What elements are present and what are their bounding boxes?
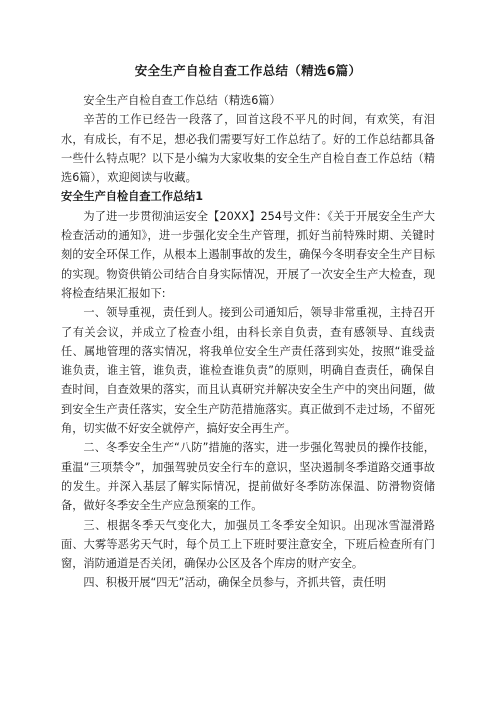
intro-paragraph: 辛苦的工作已经告一段落了，回首这段不平凡的时间，有欢笑，有泪水，有成长，有不足，想必我们需要写好工作总结了。好的工作总结都具备一些什么特点呢？以下是小编为大家收集的安全生产自检自查工作总结（精选6篇），欢迎阅读与收藏。 bbox=[61, 113, 435, 185]
body-paragraph: 三、根据冬季天气变化大，加强员工冬季安全知识。出现冰雪湿滑路面、大雾等恶劣天气时，每个员工上下班时要注意安全，下班后检查所有门窗，消防通道是否关闭，确保办公区及各个库房的财产安全。 bbox=[61, 518, 435, 571]
intro-title: 安全生产自检自查工作总结（精选6篇） bbox=[83, 94, 281, 107]
body-paragraph: 二、冬季安全生产“八防”措施的落实，进一步强化驾驶员的操作技能，重温“三项禁令”，加强驾驶员安全行车的意识，坚决遏制冬季道路交通事故的发生。并深入基层了解实际情况，提前做好冬季防冻保温、防滑物资储备，做好冬季安全生产应急预案的工作。 bbox=[61, 441, 435, 513]
body-paragraph: 四、积极开展“四无”活动，确保全员参与，齐抓共管，责任明 bbox=[83, 576, 386, 590]
document-body bbox=[61, 91, 435, 593]
body-paragraph: 一、领导重视，责任到人。接到公司通知后，领导非常重视，主持召开了有关会议，并成立了检查小组，由科长亲自负责，查有感领导、直线责任、属地管理的落实情况，将我单位安全生产责任落到实处，按照“谁受益谁负责，谁主管，谁负责，谁检查谁负责”的原则，明确自查责任，确保自查时间，自查效果的落实，而且认真研究并解决安全生产中的突出问题，做到安全生产责任落实，安全生产防范措施落实。真正做到不走过场，不留死角，切实做不好安全就停产，搞好安全再生产。 bbox=[61, 306, 435, 436]
body-paragraph: 为了进一步贯彻油运安全【20XX】254号文件：《关于开展安全生产大检查活动的通知》，进一步强化安全生产管理，抓好当前特殊时期、关键时刻的安全环保工作，从根本上遏制事故的发生，确保今冬明春安全生产目标的实现。物资供销公司结合自身实际情况，开展了一次安全生产大检查，现将检查结果汇报如下: bbox=[61, 209, 435, 300]
document-page bbox=[61, 0, 435, 593]
document-title: 安全生产自检自查工作总结（精选6篇） bbox=[134, 63, 362, 78]
section-heading: 安全生产自检自查工作总结1 bbox=[61, 190, 204, 204]
